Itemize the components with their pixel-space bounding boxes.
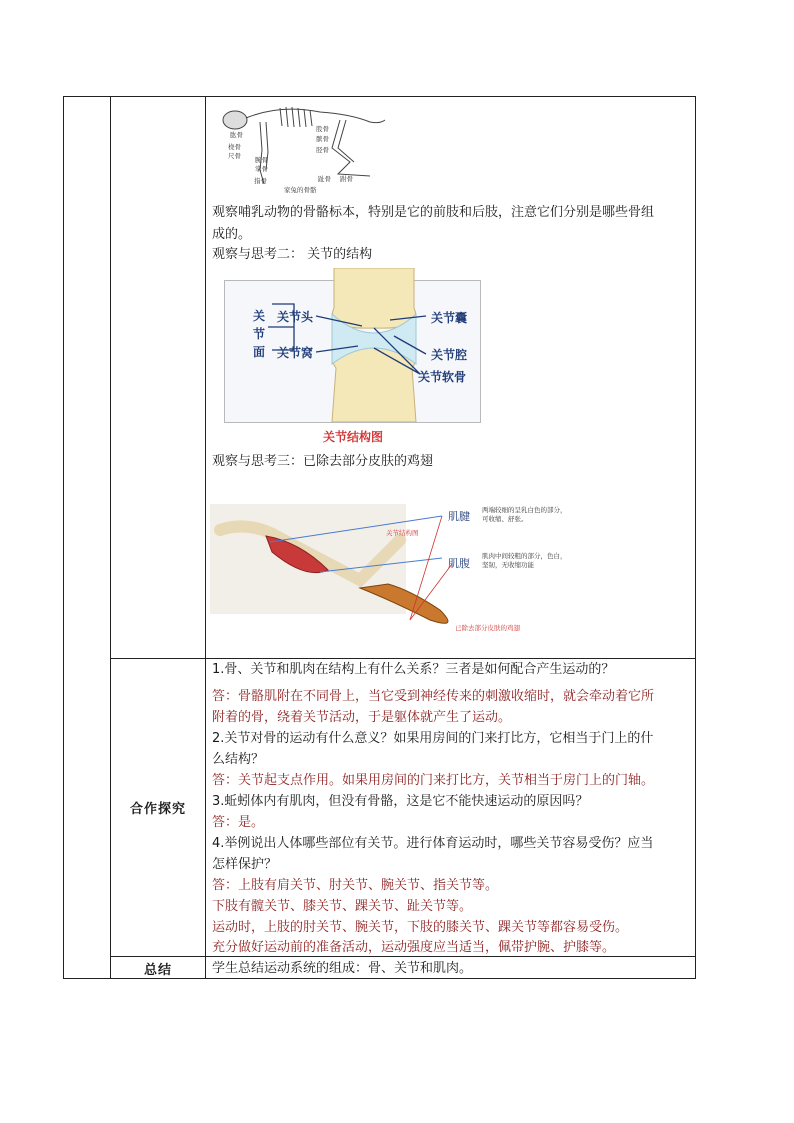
skeleton-label-femur: 股骨	[316, 125, 329, 133]
joint-label-capsule: 关节囊	[431, 311, 468, 325]
skeleton-label-ulna: 尺骨	[228, 152, 241, 160]
belly-desc-2: 坚韧，无收缩功能	[482, 561, 534, 569]
question-1: 1.骨、关节和肌肉在结构上有什么关系？三者是如何配合产生运动的？	[212, 662, 615, 677]
table-col-divider-1	[110, 96, 111, 979]
skeleton-label-metacarpal: 掌骨	[255, 165, 268, 173]
rabbit-skeleton-figure	[220, 100, 390, 196]
joint-label-mian: 面	[253, 345, 266, 359]
joint-label-cartilage: 关节软骨	[418, 370, 467, 384]
answer-4-line-1: 答：上肢有肩关节、肘关节、腕关节、指关节等。	[212, 878, 499, 893]
skeleton-label-humerus: 肱骨	[230, 131, 243, 139]
joint-label-jie: 节	[253, 327, 266, 341]
muscle-ref-label: 关节结构图	[386, 529, 419, 537]
question-4-line-2: 怎样保护？	[212, 857, 278, 872]
joint-label-socket: 关节窝	[277, 346, 314, 360]
skeleton-label-toe: 趾骨	[318, 175, 331, 183]
skeleton-label-carpal: 腕骨	[255, 156, 268, 164]
joint-label-guan: 关	[253, 309, 266, 323]
question-2-line-2: 么结构？	[212, 752, 265, 767]
answer-4-line-2: 下肢有髋关节、膝关节、踝关节、趾关节等。	[212, 899, 473, 914]
answer-3: 答：是。	[212, 815, 265, 830]
joint-figure-caption: 关节结构图	[323, 430, 384, 444]
tendon-desc-1: 两端较细的呈乳白色的部分，	[482, 506, 567, 514]
tendon-desc-2: 可收缩、舒张。	[482, 515, 528, 523]
question-2-line-1: 2.关节对骨的运动有什么意义？如果用房间的门来打比方，它相当于门上的什	[212, 731, 654, 746]
skeleton-label-tibia: 胫骨	[316, 146, 329, 154]
answer-1-line-1: 答：骨骼肌附在不同骨上，当它受到神经传来的刺激收缩时，就会牵动着它所	[212, 689, 655, 704]
skeleton-label-radius: 桡骨	[228, 143, 241, 151]
row-label-cooperate: 合作探究	[129, 802, 186, 817]
intro-line-2: 成的。	[212, 227, 252, 242]
joint-label-cavity: 关节腔	[431, 348, 468, 362]
muscle-label-tendon: 肌腱	[448, 510, 470, 523]
table-col-divider-2	[205, 96, 206, 979]
wing-label: 已除去部分皮肤的鸡翅	[455, 624, 520, 632]
answer-4-line-3: 运动时，上肢的肘关节、腕关节，下肢的膝关节、踝关节等都容易受伤。	[212, 920, 629, 935]
belly-desc-1: 肌肉中间较粗的部分，色白，	[482, 552, 567, 560]
question-4-line-1: 4.举例说出人体哪些部位有关节。进行体育运动时，哪些关节容易受伤？应当	[212, 836, 654, 851]
skeleton-label-patella: 髌骨	[316, 135, 329, 143]
skeleton-label-tarsal: 跗骨	[340, 175, 353, 183]
question-3: 3.蚯蚓体内有肌肉，但没有骨骼，这是它不能快速运动的原因吗？	[212, 794, 589, 809]
row-label-summary: 总结	[143, 963, 172, 978]
think-3-heading: 观察与思考三：已除去部分皮肤的鸡翅	[212, 454, 434, 469]
table-border-left	[63, 96, 64, 979]
intro-line-1: 观察哺乳动物的骨骼标本，特别是它的前肢和后肢，注意它们分别是哪些骨组	[212, 205, 655, 220]
answer-2: 答：关节起支点作用。如果用房间的门来打比方，关节相当于房门上的门轴。	[212, 773, 655, 788]
think-2-heading: 观察与思考二： 关节的结构	[212, 247, 373, 262]
table-border-top	[63, 96, 696, 97]
skeleton-caption: 家兔的骨骼	[284, 186, 317, 194]
answer-4-line-4: 充分做好运动前的准备活动，运动强度应当适当，佩带护腕、护膝等。	[212, 940, 616, 955]
skeleton-label-phalanx: 指骨	[254, 177, 267, 185]
arm-muscle-figure	[210, 500, 590, 640]
table-border-right	[695, 96, 696, 979]
joint-label-head: 关节头	[277, 310, 314, 324]
summary-text: 学生总结运动系统的组成：骨、关节和肌肉。	[212, 961, 473, 976]
muscle-label-belly: 肌腹	[448, 557, 470, 570]
answer-1-line-2: 附着的骨，绕着关节活动，于是躯体就产生了运动。	[212, 710, 512, 725]
